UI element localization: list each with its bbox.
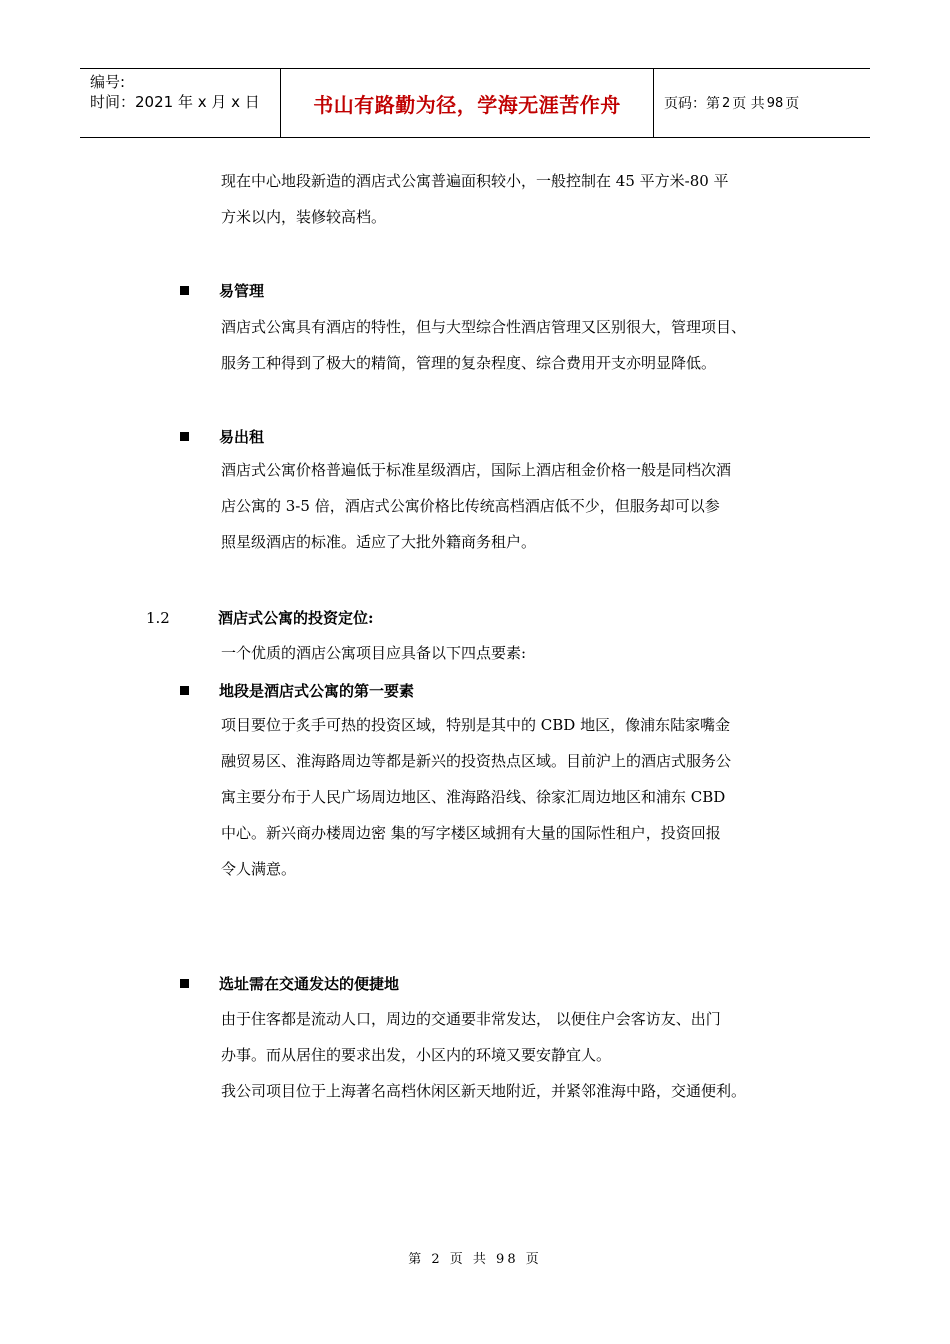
header-motto: 书山有路勤为径，学海无涯苦作舟 [313,92,621,117]
paragraph-line: 酒店式公寓具有酒店的特性，但与大型综合性酒店管理又区别很大，管理项目、 [221,318,747,336]
paragraph-line: 服务工种得到了极大的精简，管理的复杂程度、综合费用开支亦明显降低。 [221,354,717,372]
page-current: 2 [722,95,731,111]
bullet-square-icon [180,686,189,695]
paragraph-line: 照星级酒店的标准。适应了大批外籍商务租户。 [221,533,537,551]
paragraph-line: 中心。新兴商办楼周边密 集的写字楼区域拥有大量的国际性租户，投资回报 [221,824,721,842]
bullet-title: 易管理 [219,282,265,300]
document-number-label: 编号: [90,73,126,91]
transport-paragraph [221,1001,746,1109]
page-total: 98 [766,95,784,111]
paragraph-line: 融贸易区、淮海路周边等都是新兴的投资热点区域。目前沪上的酒店式服务公 [221,752,732,770]
header-page-info [654,69,870,137]
bullet-heading-easy-rent [180,426,264,447]
bullet-heading-transport [180,973,399,994]
bullet-title: 地段是酒店式公寓的第一要素 [219,682,415,700]
paragraph-line: 项目要位于炙手可热的投资区域，特别是其中的 CBD 地区，像浦东陆家嘴金 [221,716,731,734]
section-title: 酒店式公寓的投资定位: [218,609,374,627]
document-time: 时间：2021 年 x 月 x 日 [90,93,260,111]
bullet-square-icon [180,979,189,988]
section-heading [146,607,374,628]
page-suffix: 页 [785,96,800,112]
paragraph-line: 办事。而从居住的要求出发，小区内的环境又要安静宜人。 [221,1046,612,1064]
location-paragraph [221,707,731,887]
page-footer: 第 2 页 共 98 页 [408,1252,542,1267]
page-mid: 页 共 [732,96,765,112]
bullet-title: 选址需在交通发达的便捷地 [219,975,400,993]
intro-paragraph [221,163,729,235]
bullet-square-icon [180,432,189,441]
paragraph-line: 店公寓的 3-5 倍，酒店式公寓价格比传统高档酒店低不少，但服务却可以参 [221,497,720,515]
bullet-heading-location [180,680,414,701]
header-meta [80,69,280,137]
page-header [80,68,870,138]
paragraph-line: 由于住客都是流动人口，周边的交通要非常发达， 以便住户会客访友、出门 [221,1010,721,1028]
page-prefix: 页码：第 [664,96,720,112]
bullet-title: 易出租 [219,428,265,446]
easy-rent-paragraph [221,452,731,560]
header-motto-cell [280,69,654,137]
paragraph-line: 寓主要分布于人民广场周边地区、淮海路沿线、徐家汇周边地区和浦东 CBD [221,788,726,806]
section-number: 1.2 [146,609,170,627]
paragraph-line: 现在中心地段新造的酒店式公寓普遍面积较小，一般控制在 45 平方米-80 平 [221,172,729,190]
paragraph-line: 酒店式公寓价格普遍低于标准星级酒店，国际上酒店租金价格一般是同档次酒 [221,461,732,479]
section-intro [221,635,526,671]
bullet-square-icon [180,286,189,295]
paragraph-line: 令人满意。 [221,860,297,878]
paragraph-line: 方米以内，装修较高档。 [221,208,387,226]
easy-management-paragraph [221,309,746,381]
paragraph-line: 一个优质的酒店公寓项目应具备以下四点要素: [221,644,527,662]
bullet-heading-easy-management [180,280,264,301]
paragraph-line: 我公司项目位于上海著名高档休闲区新天地附近，并紧邻淮海中路，交通便利。 [221,1082,747,1100]
